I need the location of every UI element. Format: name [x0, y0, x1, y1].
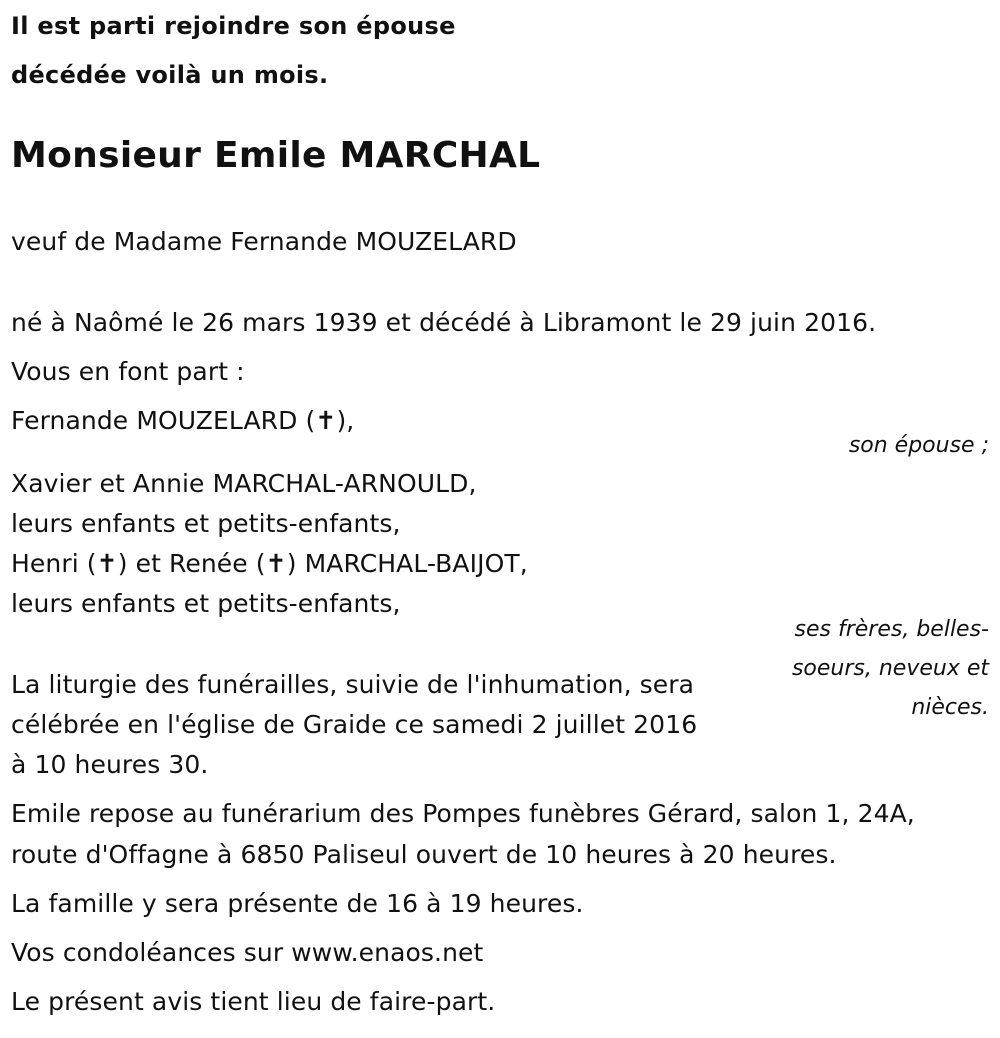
- family-presence: La famille y sera présente de 16 à 19 heures.: [11, 889, 584, 918]
- relation-line-3: nièces.: [911, 695, 989, 720]
- relation-line-1: ses frères, belles-: [794, 617, 989, 642]
- relation-line-2: soeurs, neveux et: [791, 656, 989, 681]
- liturgy-line-3: à 10 heures 30.: [11, 750, 209, 779]
- intro-line-2: décédée voilà un mois.: [11, 61, 329, 89]
- intro-line-1: Il est parti rejoindre son épouse: [11, 12, 456, 40]
- family-line-4: leurs enfants et petits-enfants,: [11, 589, 401, 618]
- deceased-name: Monsieur Emile MARCHAL: [11, 135, 541, 176]
- family-line-3: Henri (✝) et Renée (✝) MARCHAL-BAIJOT,: [11, 549, 528, 578]
- viewing-line-2: route d'Offagne à 6850 Paliseul ouvert de 10 heures à 20 heures.: [11, 840, 837, 869]
- liturgy-line-2: célébrée en l'église de Graide ce samedi 2 juillet 2016: [11, 710, 698, 739]
- spouse-relation: son épouse ;: [848, 433, 989, 458]
- family-line-1: Xavier et Annie MARCHAL-ARNOULD,: [11, 469, 477, 498]
- widower-of: veuf de Madame Fernande MOUZELARD: [11, 227, 517, 256]
- announce-text: Vous en font part :: [11, 357, 245, 386]
- birth-death: né à Naômé le 26 mars 1939 et décédé à Libramont le 29 juin 2016.: [11, 308, 877, 337]
- spouse-line: Fernande MOUZELARD (✝),: [11, 406, 355, 435]
- condolences-text: Vos condoléances sur www.enaos.net: [11, 938, 484, 967]
- viewing-line-1: Emile repose au funérarium des Pompes funèbres Gérard, salon 1, 24A,: [11, 799, 915, 828]
- family-line-2: leurs enfants et petits-enfants,: [11, 509, 401, 538]
- closing-text: Le présent avis tient lieu de faire-part.: [11, 987, 496, 1016]
- liturgy-line-1: La liturgie des funérailles, suivie de l'inhumation, sera: [11, 670, 695, 699]
